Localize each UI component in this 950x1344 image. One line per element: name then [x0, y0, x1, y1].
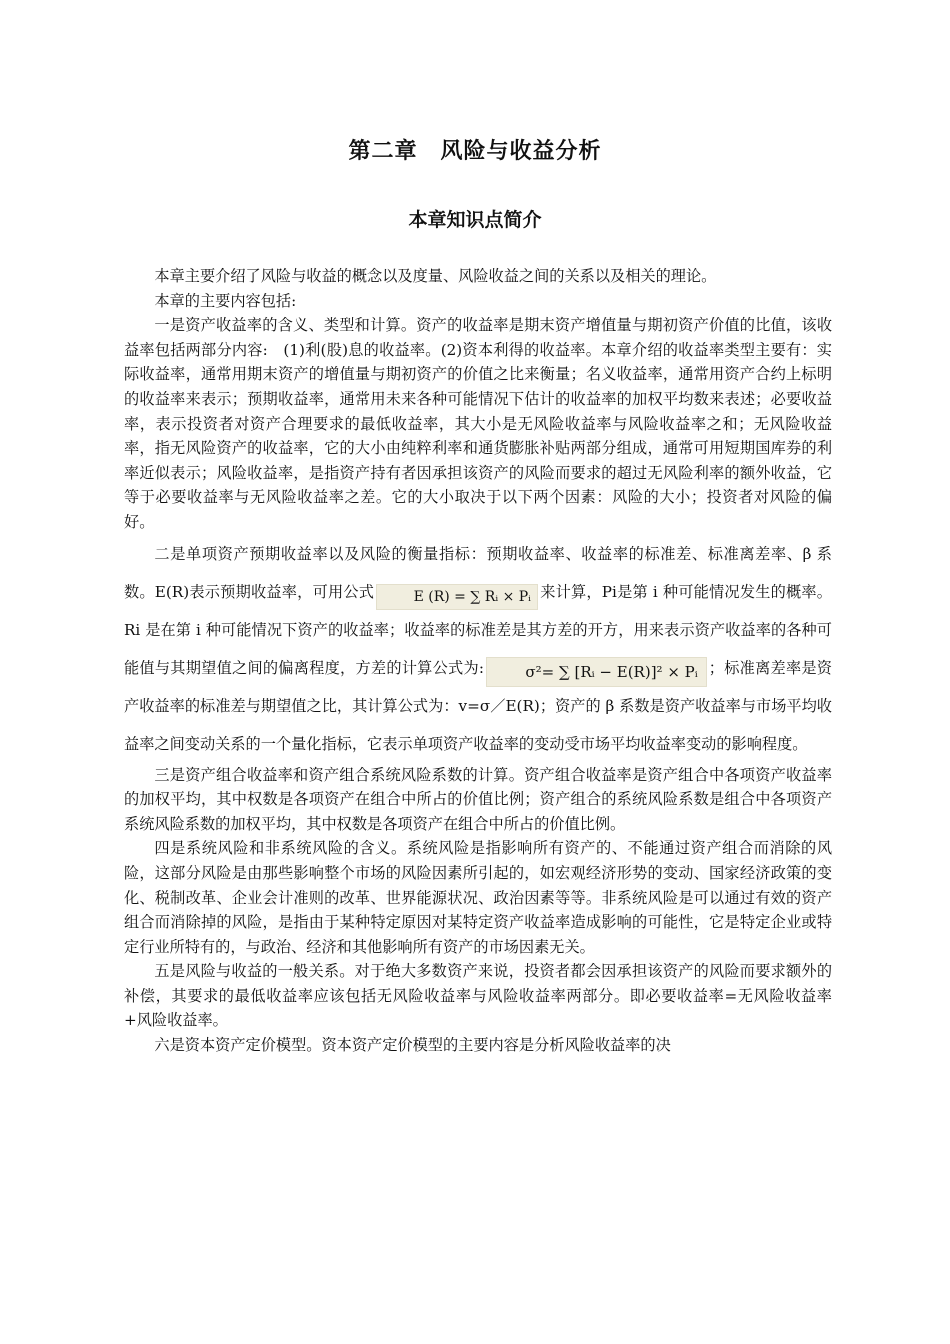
variance-formula: σ²= ∑ [Rᵢ − E(R)]² × Pᵢ	[486, 657, 707, 687]
chapter-title: 第二章 风险与收益分析	[348, 139, 602, 164]
paragraph-text-part: 二是单项资产预期收益率以及风险的衡量指标：预期收益率、收益率的标准差、标准离差率、β 系数。E(R)表示预期收益率，可用公式	[124, 544, 832, 601]
expected-return-formula: E (R) = ∑ Rᵢ × Pᵢ	[376, 584, 538, 610]
paragraph-systematic-risk: 四是系统风险和非系统风险的含义。系统风险是指影响所有资产的、不能通过资产组合而消除的风险，这部分风险是由那些影响整个市场的风险因素所引起的，如宏观经济形势的变动、国家经济政策的变化、税制改革、企业会计准则的改革、世界能源状况、政治因素等等。非系统风险是可以通过有效的资产组合而消除掉的风险，是指由于某种特定原因对某特定资产收益率造成影响的可能性，它是特定企业或特定行业所特有的，与政治、经济和其他影响所有资产的市场因素无关。	[124, 839, 832, 956]
paragraph-risk-return-relation: 五是风险与收益的一般关系。对于绝大多数资产来说，投资者都会因承担该资产的风险而要求额外的补偿，其要求的最低收益率应该包括无风险收益率与风险收益率两部分。即必要收益率=无风险收益率+风险收益率。	[124, 962, 832, 1030]
paragraph-capm: 六是资本资产定价模型。资本资产定价模型的主要内容是分析风险收益率的决	[154, 1036, 671, 1055]
paragraph-single-asset-risk	[124, 535, 832, 763]
paragraph-text-part: 来计算，Pi是第 i 种可能情况发生的概率。Ri 是在第 i 种可能情况下资产的收益率；收益率的标准差是其方差的开方，用来表示资产收益率的各种可能值与其期望值之间的偏离程度，方差的计算公式为:	[124, 582, 832, 677]
paragraph-return-types: 一是资产收益率的含义、类型和计算。资产的收益率是期末资产增值量与期初资产价值的比值，该收益率包括两部分内容: (1)利(股)息的收益率。(2)资本利得的收益率。本章介绍的收益率类型主要有：实际收益率，通常用期末资产的增值量与期初资产的价值之比来衡量；名义收益率，通常用资产合约上标明的收益率来表示；预期收益率，通常用未来各种可能情况下估计的收益率的加权平均数来表述；必要收益率，表示投资者对资产合理要求的最低收益率，其大小是无风险收益率与风险收益率之和；无风险收益率，指无风险资产的收益率，它的大小由纯粹利率和通货膨胀补贴两部分组成，通常可用短期国库券的利率近似表示；风险收益率，是指资产持有者因承担该资产的风险而要求的超过无风险利率的额外收益，它等于必要收益率与无风险收益率之差。它的大小取决于以下两个因素：风险的大小；投资者对风险的偏好。	[124, 316, 832, 531]
document-body	[124, 264, 832, 1058]
section-title: 本章知识点简介	[408, 209, 542, 231]
paragraph-portfolio: 三是资产组合收益率和资产组合系统风险系数的计算。资产组合收益率是资产组合中各项资产收益率的加权平均，其中权数是各项资产在组合中所占的价值比例；资产组合的系统风险系数是组合中各项资产系统风险系数的加权平均，其中权数是各项资产在组合中所占的价值比例。	[124, 765, 832, 833]
paragraph-intro: 本章主要介绍了风险与收益的概念以及度量、风险收益之间的关系以及相关的理论。	[154, 267, 717, 285]
paragraph-text-part: ；标准离差率是资产收益率的标准差与期望值之比，其计算公式为：v=σ／E(R)；资产的 β 系数是资产收益率与市场平均收益率之间变动关系的一个量化指标，它表示单项资产收益率的变动受市场平均收益率变动的影响程度。	[124, 658, 832, 753]
paragraph-contents-lead: 本章的主要内容包括:	[154, 291, 297, 310]
